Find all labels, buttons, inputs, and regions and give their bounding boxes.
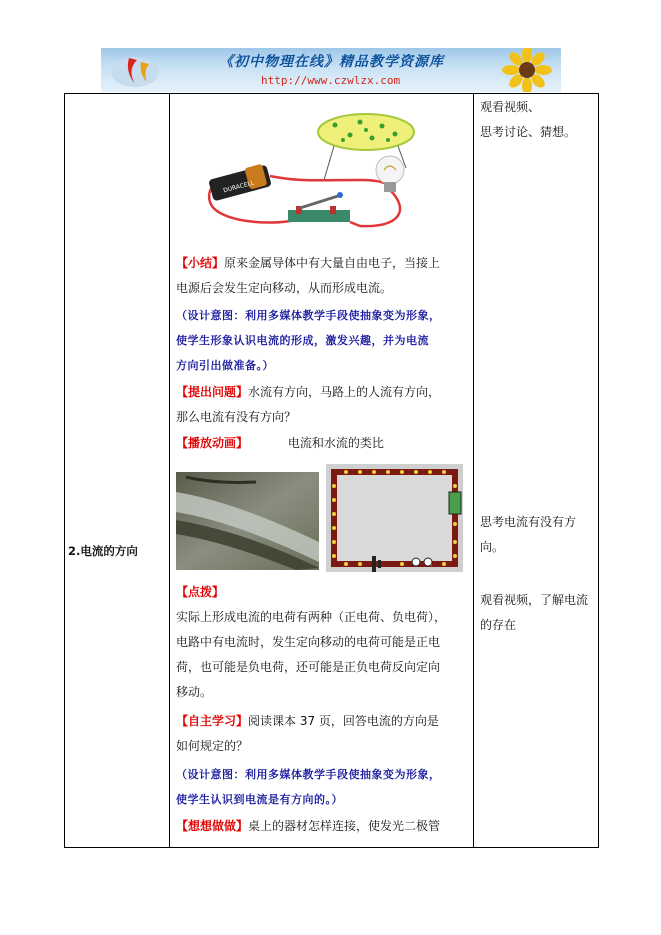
tip-line: 电路中有电流时，发生定向移动的电荷可能是正电 [176,635,441,649]
circuit-animation-image [326,464,463,572]
site-logo-icon [107,50,177,90]
design-intent-1 [176,303,472,378]
student-line: 的存在 [480,618,517,632]
question-text: 那么电流有没有方向？ [176,410,297,424]
think-do-text: 桌上的器材怎样连接，使发光二极管 [248,819,441,833]
tip-block [176,580,472,705]
summary-text: 原来金属导体中有大量自由电子，当接上 [224,256,441,270]
student-activity-bottom [480,588,588,638]
light-bulb-icon [376,156,404,192]
design-intent-line: 使学生认识到电流是有方向的。） [176,793,343,806]
student-activity-cell [474,94,599,848]
design-intent-line: 使学生形象认识电流的形成，激发兴趣，并为电流 [176,334,429,347]
student-line: 观看视频，了解电流 [480,593,589,607]
design-intent-line: （设计意图：利用多媒体教学手段使抽象变为形象， [176,768,441,781]
student-activity-top [480,95,576,145]
tip-line: 实际上形成电流的电荷有两种（正电荷、负电荷）， [176,610,447,624]
stage-label: 2.电流的方向 [68,544,138,558]
student-activity-mid [480,510,576,560]
header-banner [101,48,561,92]
tip-tag: 【点拨】 [176,585,225,599]
student-line: 思考电流有没有方 [480,515,577,529]
stage-cell [65,94,170,848]
sunflower-icon [487,48,557,92]
self-study-text: 阅读课本 37 页，回答电流的方向是 [248,714,439,728]
summary-tag: 【小结】 [176,256,225,270]
summary-text: 电源后会发生定向移动，从而形成电流。 [176,281,393,295]
battery-label: DURACELL [222,179,255,195]
student-line: 思考讨论、猜想。 [480,125,577,139]
question-text: 水流有方向，马路上的人流有方向， [248,385,441,399]
student-line: 观看视频、 [480,100,541,114]
design-intent-line: （设计意图：利用多媒体教学手段使抽象变为形象， [176,309,441,322]
self-study-text: 如何规定的？ [176,739,249,753]
summary-block [176,251,472,301]
tip-line: 移动。 [176,685,213,699]
animation-block [176,431,472,456]
tip-line: 荷，也可能是负电荷，还可能是正负电荷反向定向 [176,660,441,674]
circuit-illustration [200,110,440,238]
self-study-tag: 【自主学习】 [176,714,249,728]
self-study-block [176,709,472,759]
question-tag: 【提出问题】 [176,385,249,399]
think-do-tag: 【想想做做】 [176,819,249,833]
water-flow-image [176,472,319,570]
animation-tag: 【播放动画】 [176,436,249,450]
student-line: 向。 [480,540,505,554]
knife-switch-icon [288,192,350,222]
animation-text: 电流和水流的类比 [287,436,384,450]
think-do-block [176,814,472,839]
battery-icon [208,164,272,202]
design-intent-line: 方向引出做准备。） [176,359,274,372]
design-intent-2 [176,762,472,812]
banner-title: 《初中物理在线》精品教学资源库 [219,54,444,70]
banner-url[interactable]: http://www.czwlzx.com [261,74,401,87]
question-block [176,380,472,430]
